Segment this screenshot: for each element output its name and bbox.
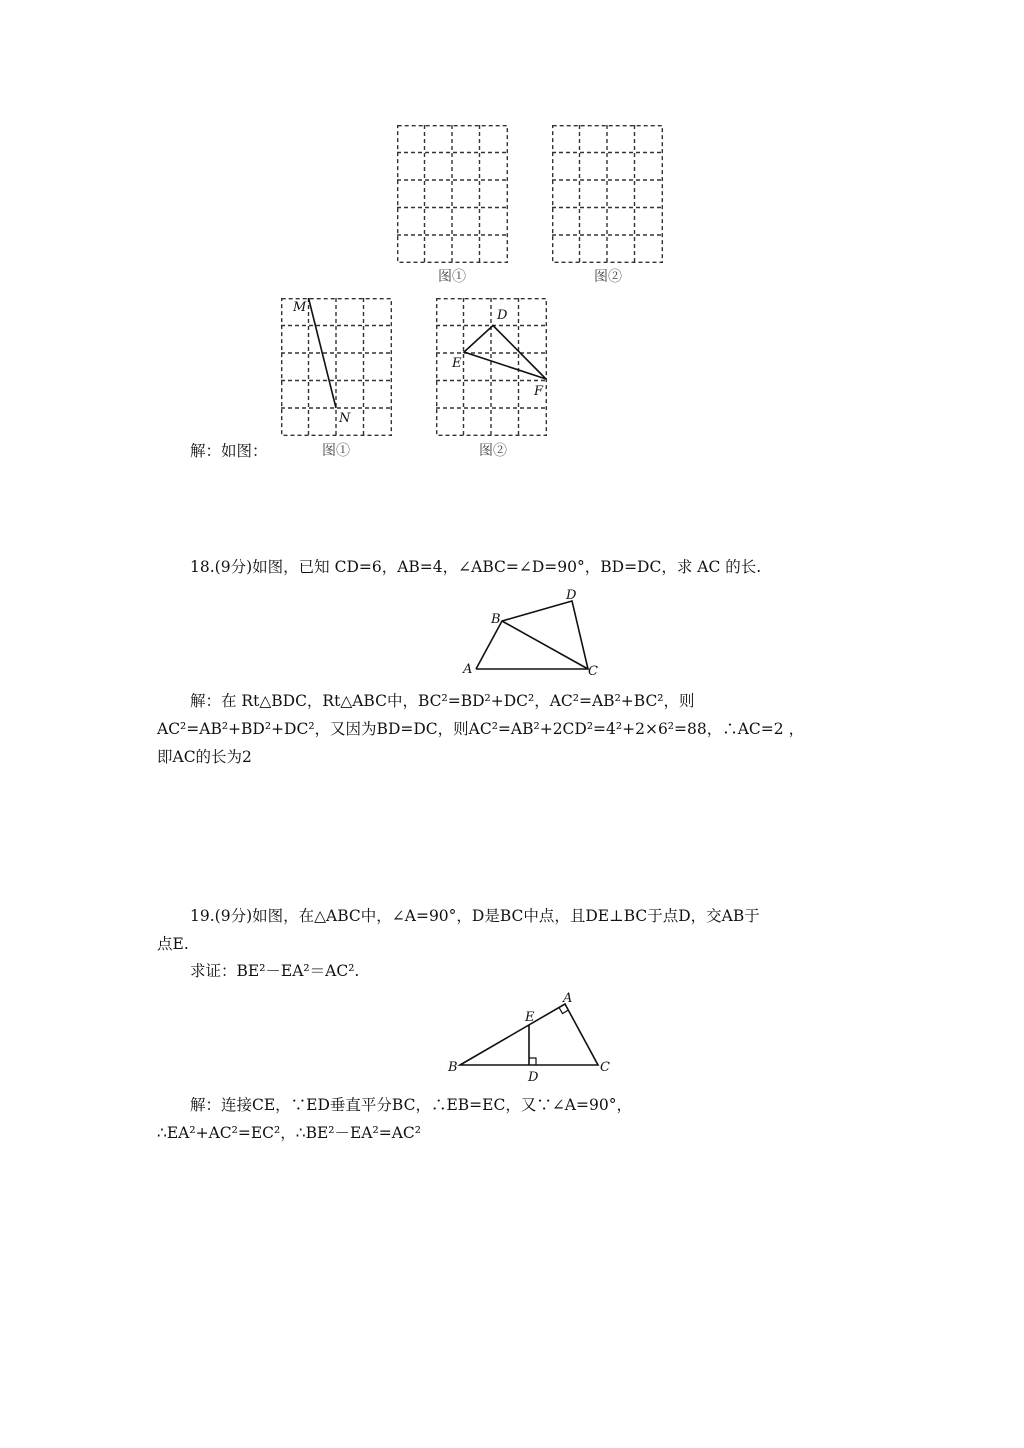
- blank-grid-figure-1: [397, 125, 508, 263]
- q18-solution-line-2: AC²=AB²+BD²+DC²，又因为BD=DC，则AC²=AB²+2CD²=4²+2×6²=88，∴AC=2 ，: [157, 720, 805, 738]
- q19-solution-line-1: 解：连接CE，∵ED垂直平分BC，∴EB=EC，又∵∠A=90°，: [190, 1096, 632, 1114]
- q19-label-e: E: [525, 1010, 535, 1025]
- q19-label-b: B: [448, 1060, 458, 1075]
- figure-2-caption: 图②: [594, 269, 622, 285]
- q18-condition-ab: AB=4，: [397, 558, 459, 576]
- solution-grid-figure-1: [281, 298, 392, 436]
- q18-condition-angles: ∠ABC=∠D=90°，: [458, 558, 601, 576]
- label-e: E: [452, 356, 462, 371]
- q19-question-text: 如图，在△ABC中，∠A=90°，D是BC中点，且DE⊥BC于点D，交AB于: [252, 907, 760, 925]
- q18-figure: [460, 585, 605, 680]
- q19-question-line-2: 点E.: [157, 935, 189, 953]
- solution-figure-1-caption: 图①: [322, 443, 350, 459]
- solution-grid-figure-2: [436, 298, 547, 436]
- q18-solution-line-1: 解：在 Rt△BDC，Rt△ABC中，BC²=BD²+DC²，AC²=AB²+BC²，则: [190, 692, 695, 710]
- figure-1-caption: 图①: [438, 269, 466, 285]
- q19-score: (9分): [214, 907, 253, 925]
- label-f: F: [534, 384, 544, 399]
- q19-figure: [440, 990, 620, 1085]
- q19-number: 19.: [190, 907, 215, 925]
- q19-label-a: A: [563, 991, 573, 1006]
- triangle-def: [464, 326, 546, 380]
- q18-label-a: A: [463, 662, 473, 677]
- blank-grid-figure-2: [552, 125, 663, 263]
- solution-figure-2-caption: 图②: [479, 443, 507, 459]
- label-n: N: [339, 411, 351, 426]
- q18-score: (9分): [214, 558, 253, 576]
- q19-prove-statement: 求证：BE²－EA²＝AC².: [190, 962, 360, 980]
- q18-label-b: B: [491, 612, 501, 627]
- label-d: D: [497, 308, 508, 323]
- q17-answer-label: 解：如图：: [190, 442, 268, 460]
- q18-question: [190, 556, 761, 578]
- q18-label-d: D: [566, 588, 577, 603]
- q18-number: 18.: [190, 558, 215, 576]
- q19-question-line-1: [190, 905, 760, 927]
- label-m: M: [293, 300, 307, 315]
- q18-condition-bd-dc: BD=DC，: [600, 558, 677, 576]
- q18-solution-line-3: 即AC的长为2: [157, 748, 252, 766]
- q18-question-text: 如图，已知: [252, 558, 330, 576]
- q19-label-c: C: [600, 1060, 610, 1075]
- q18-condition-cd: CD=6，: [334, 558, 398, 576]
- q18-label-c: C: [588, 664, 598, 679]
- q18-ask: 求 AC 的长.: [676, 558, 762, 576]
- q19-label-d: D: [528, 1070, 539, 1085]
- q19-solution-line-2: ∴EA²+AC²=EC²，∴BE²－EA²=AC²: [157, 1124, 421, 1142]
